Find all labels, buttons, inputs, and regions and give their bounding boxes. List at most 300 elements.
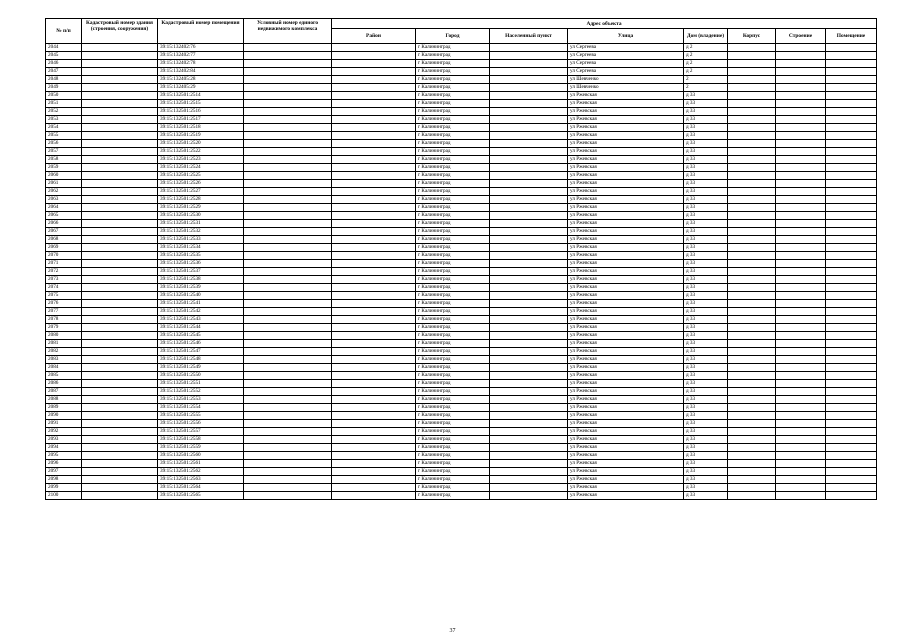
cell-settlement [490,252,568,260]
cell-unified-complex [244,172,332,180]
cell-structure [776,68,826,76]
cell-room [826,156,877,164]
cell-building-cadastral [82,412,158,420]
cell-city: г Калининград [416,140,490,148]
cell-room [826,396,877,404]
cell-unified-complex [244,116,332,124]
cell-house: д 33 [684,180,728,188]
cell-structure [776,252,826,260]
table-row [46,404,877,412]
cell-number: 2099 [46,484,82,492]
cell-room-cadastral: 39:15:132501:2519 [158,132,244,140]
cell-building-cadastral [82,300,158,308]
cell-district [332,164,416,172]
cell-room-cadastral: 39:15:132501:2565 [158,492,244,500]
cell-building-cadastral [82,460,158,468]
cell-building-cadastral [82,468,158,476]
cell-house: д 33 [684,164,728,172]
cell-room [826,292,877,300]
cell-street: ул Ржевская [568,204,684,212]
cell-number: 2069 [46,244,82,252]
cell-room [826,308,877,316]
cell-settlement [490,108,568,116]
cell-street: ул Ржевская [568,100,684,108]
cell-building [728,212,776,220]
cell-house: д 33 [684,204,728,212]
table-row [46,292,877,300]
cell-street: ул Ржевская [568,244,684,252]
cell-house: д 33 [684,460,728,468]
cell-building [728,140,776,148]
cell-unified-complex [244,444,332,452]
cell-structure [776,300,826,308]
cell-building-cadastral [82,204,158,212]
cell-room [826,364,877,372]
cell-city: г Калининград [416,380,490,388]
cell-district [332,148,416,156]
cell-building [728,76,776,84]
cell-room-cadastral: 39:15:132501:2535 [158,252,244,260]
cell-room [826,228,877,236]
cell-settlement [490,276,568,284]
cell-building [728,484,776,492]
cell-city: г Калининград [416,196,490,204]
cell-building-cadastral [82,276,158,284]
cell-unified-complex [244,164,332,172]
cell-settlement [490,460,568,468]
cell-number: 2075 [46,292,82,300]
table-row [46,276,877,284]
cell-house: д 33 [684,100,728,108]
cell-city: г Калининград [416,220,490,228]
cell-building-cadastral [82,444,158,452]
cell-room-cadastral: 39:15:132501:2528 [158,196,244,204]
cell-number: 2079 [46,324,82,332]
cell-settlement [490,484,568,492]
cell-room-cadastral: 39:15:132501:2517 [158,116,244,124]
cell-city: г Калининград [416,244,490,252]
cell-house: д 33 [684,244,728,252]
cell-district [332,356,416,364]
cell-room [826,188,877,196]
cell-house: д 33 [684,284,728,292]
cell-number: 2093 [46,436,82,444]
table-row [46,68,877,76]
table-row [46,428,877,436]
cell-number: 2061 [46,180,82,188]
cell-district [332,364,416,372]
cell-city: г Калининград [416,436,490,444]
cell-number: 2087 [46,388,82,396]
cell-district [332,140,416,148]
cell-number: 2090 [46,412,82,420]
cell-room [826,212,877,220]
cell-number: 2096 [46,460,82,468]
cell-city: г Калининград [416,300,490,308]
table-row [46,332,877,340]
cell-district [332,100,416,108]
table-row [46,188,877,196]
cell-district [332,92,416,100]
cell-room [826,92,877,100]
cell-room [826,348,877,356]
table-row [46,324,877,332]
cell-room-cadastral: 39:15:132501:2556 [158,420,244,428]
cell-number: 2058 [46,156,82,164]
cell-building-cadastral [82,140,158,148]
cell-structure [776,316,826,324]
cell-structure [776,372,826,380]
property-register-table [45,18,877,500]
cell-room-cadastral: 39:15:132501:2531 [158,220,244,228]
cell-street: ул Ржевская [568,212,684,220]
cell-number: 2073 [46,276,82,284]
cell-unified-complex [244,412,332,420]
cell-structure [776,308,826,316]
cell-building-cadastral [82,156,158,164]
cell-room-cadastral: 39:15:132501:2563 [158,476,244,484]
cell-city: г Калининград [416,348,490,356]
cell-number: 2100 [46,492,82,500]
cell-structure [776,204,826,212]
cell-street: ул Ржевская [568,484,684,492]
cell-building [728,356,776,364]
cell-room-cadastral: 39:15:132402:77 [158,52,244,60]
cell-city: г Калининград [416,468,490,476]
cell-structure [776,324,826,332]
cell-number: 2088 [46,396,82,404]
cell-house: д 33 [684,452,728,460]
header-building-cadastral: Кадастровый номер здания (строения, сооружения) [82,19,158,44]
cell-house: д 33 [684,268,728,276]
cell-street: ул Ржевская [568,188,684,196]
cell-building [728,156,776,164]
cell-building-cadastral [82,372,158,380]
table-body [46,44,877,500]
cell-settlement [490,84,568,92]
cell-structure [776,44,826,52]
cell-building-cadastral [82,284,158,292]
cell-number: 2081 [46,340,82,348]
cell-room [826,100,877,108]
cell-settlement [490,188,568,196]
cell-building [728,388,776,396]
table-row [46,220,877,228]
cell-building-cadastral [82,124,158,132]
cell-unified-complex [244,268,332,276]
cell-city: г Калининград [416,252,490,260]
cell-house: д 33 [684,148,728,156]
cell-building-cadastral [82,44,158,52]
cell-street: ул Ржевская [568,420,684,428]
cell-number: 2094 [46,444,82,452]
cell-settlement [490,172,568,180]
cell-city: г Калининград [416,236,490,244]
cell-structure [776,132,826,140]
cell-room-cadastral: 39:15:132501:2522 [158,148,244,156]
cell-settlement [490,436,568,444]
cell-city: г Калининград [416,44,490,52]
cell-street: ул Ржевская [568,228,684,236]
cell-unified-complex [244,156,332,164]
cell-house: д 33 [684,140,728,148]
table-row [46,380,877,388]
table-row [46,412,877,420]
cell-room [826,276,877,284]
table-row [46,84,877,92]
cell-building [728,324,776,332]
cell-building [728,196,776,204]
cell-house: д 33 [684,348,728,356]
cell-district [332,404,416,412]
cell-city: г Калининград [416,292,490,300]
cell-district [332,460,416,468]
cell-district [332,108,416,116]
table-row [46,228,877,236]
cell-city: г Калининград [416,76,490,84]
cell-district [332,196,416,204]
cell-building [728,68,776,76]
cell-room [826,452,877,460]
cell-unified-complex [244,428,332,436]
cell-district [332,300,416,308]
cell-city: г Калининград [416,372,490,380]
cell-house: д 33 [684,260,728,268]
cell-unified-complex [244,292,332,300]
cell-room-cadastral: 39:15:132501:2540 [158,292,244,300]
cell-house: д 33 [684,220,728,228]
header-house: Дом (владение) [684,29,728,44]
cell-settlement [490,380,568,388]
cell-unified-complex [244,348,332,356]
cell-city: г Калининград [416,212,490,220]
cell-room-cadastral: 39:15:132501:2547 [158,348,244,356]
table-row [46,436,877,444]
cell-building-cadastral [82,196,158,204]
cell-structure [776,148,826,156]
cell-district [332,68,416,76]
cell-city: г Калининград [416,356,490,364]
cell-unified-complex [244,44,332,52]
cell-district [332,252,416,260]
cell-structure [776,348,826,356]
cell-structure [776,52,826,60]
cell-building [728,268,776,276]
cell-house: д 33 [684,412,728,420]
cell-number: 2063 [46,196,82,204]
cell-street: ул Ржевская [568,108,684,116]
cell-settlement [490,396,568,404]
cell-unified-complex [244,52,332,60]
cell-room [826,476,877,484]
cell-settlement [490,492,568,500]
table-row [46,172,877,180]
cell-street: ул Ржевская [568,268,684,276]
cell-building-cadastral [82,52,158,60]
cell-room-cadastral: 39:15:132501:2558 [158,436,244,444]
cell-street: ул Ржевская [568,452,684,460]
cell-house: д 2 [684,68,728,76]
cell-number: 2084 [46,364,82,372]
cell-house: д 33 [684,340,728,348]
cell-settlement [490,116,568,124]
cell-district [332,468,416,476]
cell-building-cadastral [82,84,158,92]
cell-room [826,220,877,228]
cell-structure [776,124,826,132]
cell-street: ул Ржевская [568,196,684,204]
cell-building-cadastral [82,348,158,356]
table-row [46,52,877,60]
cell-settlement [490,164,568,172]
cell-city: г Калининград [416,132,490,140]
cell-street: ул Ржевская [568,460,684,468]
cell-district [332,84,416,92]
cell-room [826,116,877,124]
cell-city: г Калининград [416,164,490,172]
cell-street: ул Ржевская [568,156,684,164]
cell-building [728,204,776,212]
cell-structure [776,76,826,84]
cell-district [332,428,416,436]
cell-settlement [490,284,568,292]
cell-number: 2045 [46,52,82,60]
cell-house: д 33 [684,436,728,444]
cell-building [728,92,776,100]
cell-building [728,132,776,140]
cell-unified-complex [244,228,332,236]
cell-building-cadastral [82,220,158,228]
table-row [46,164,877,172]
table-row [46,364,877,372]
cell-room-cadastral: 39:15:132501:2525 [158,172,244,180]
cell-house: д 33 [684,324,728,332]
cell-building-cadastral [82,60,158,68]
cell-room [826,164,877,172]
cell-building-cadastral [82,228,158,236]
cell-city: г Калининград [416,116,490,124]
table-row [46,156,877,164]
cell-district [332,436,416,444]
cell-room-cadastral: 39:15:132501:2516 [158,108,244,116]
cell-district [332,292,416,300]
cell-street: ул Ржевская [568,124,684,132]
cell-room [826,60,877,68]
cell-structure [776,100,826,108]
cell-district [332,332,416,340]
cell-street: ул Ржевская [568,260,684,268]
cell-district [332,204,416,212]
cell-room-cadastral: 39:15:132405:28 [158,76,244,84]
cell-room [826,428,877,436]
cell-building [728,348,776,356]
cell-room-cadastral: 39:15:132501:2536 [158,260,244,268]
cell-structure [776,84,826,92]
cell-room-cadastral: 39:15:132501:2551 [158,380,244,388]
cell-settlement [490,388,568,396]
cell-settlement [490,140,568,148]
cell-room [826,340,877,348]
cell-building [728,244,776,252]
cell-building-cadastral [82,92,158,100]
cell-street: ул Ржевская [568,412,684,420]
cell-street: ул Ржевская [568,356,684,364]
cell-structure [776,492,826,500]
cell-room [826,316,877,324]
cell-city: г Калининград [416,204,490,212]
cell-house: д 33 [684,124,728,132]
cell-city: г Калининград [416,460,490,468]
table-row [46,340,877,348]
cell-house: д 33 [684,132,728,140]
cell-district [332,172,416,180]
cell-building-cadastral [82,132,158,140]
cell-house: д 33 [684,364,728,372]
cell-room-cadastral: 39:15:132501:2550 [158,372,244,380]
cell-number: 2083 [46,356,82,364]
cell-house: д 2 [684,44,728,52]
cell-room-cadastral: 39:15:132501:2538 [158,276,244,284]
cell-building-cadastral [82,436,158,444]
cell-settlement [490,260,568,268]
cell-district [332,268,416,276]
cell-building [728,308,776,316]
cell-number: 2062 [46,188,82,196]
cell-settlement [490,180,568,188]
cell-structure [776,292,826,300]
table-row [46,468,877,476]
cell-settlement [490,132,568,140]
cell-city: г Калининград [416,108,490,116]
cell-city: г Калининград [416,452,490,460]
cell-house: д 33 [684,404,728,412]
cell-building [728,148,776,156]
cell-settlement [490,220,568,228]
cell-district [332,244,416,252]
cell-house: д 33 [684,236,728,244]
cell-structure [776,436,826,444]
cell-number: 2053 [46,116,82,124]
cell-room-cadastral: 39:15:132501:2544 [158,324,244,332]
cell-settlement [490,372,568,380]
cell-building [728,252,776,260]
cell-building [728,372,776,380]
cell-number: 2082 [46,348,82,356]
cell-house: д 33 [684,468,728,476]
cell-building-cadastral [82,380,158,388]
cell-settlement [490,300,568,308]
cell-room-cadastral: 39:15:132402:78 [158,60,244,68]
table-row [46,484,877,492]
cell-room [826,332,877,340]
cell-room [826,260,877,268]
cell-room-cadastral: 39:15:132501:2520 [158,140,244,148]
cell-street: ул Ржевская [568,396,684,404]
cell-house: д 33 [684,492,728,500]
cell-city: г Калининград [416,324,490,332]
cell-number: 2046 [46,60,82,68]
cell-city: г Калининград [416,68,490,76]
cell-unified-complex [244,132,332,140]
cell-building-cadastral [82,316,158,324]
header-district: Район [332,29,416,44]
cell-building-cadastral [82,420,158,428]
cell-structure [776,164,826,172]
cell-street: ул Ржевская [568,284,684,292]
cell-building [728,492,776,500]
cell-street: ул Ржевская [568,292,684,300]
cell-city: г Калининград [416,188,490,196]
